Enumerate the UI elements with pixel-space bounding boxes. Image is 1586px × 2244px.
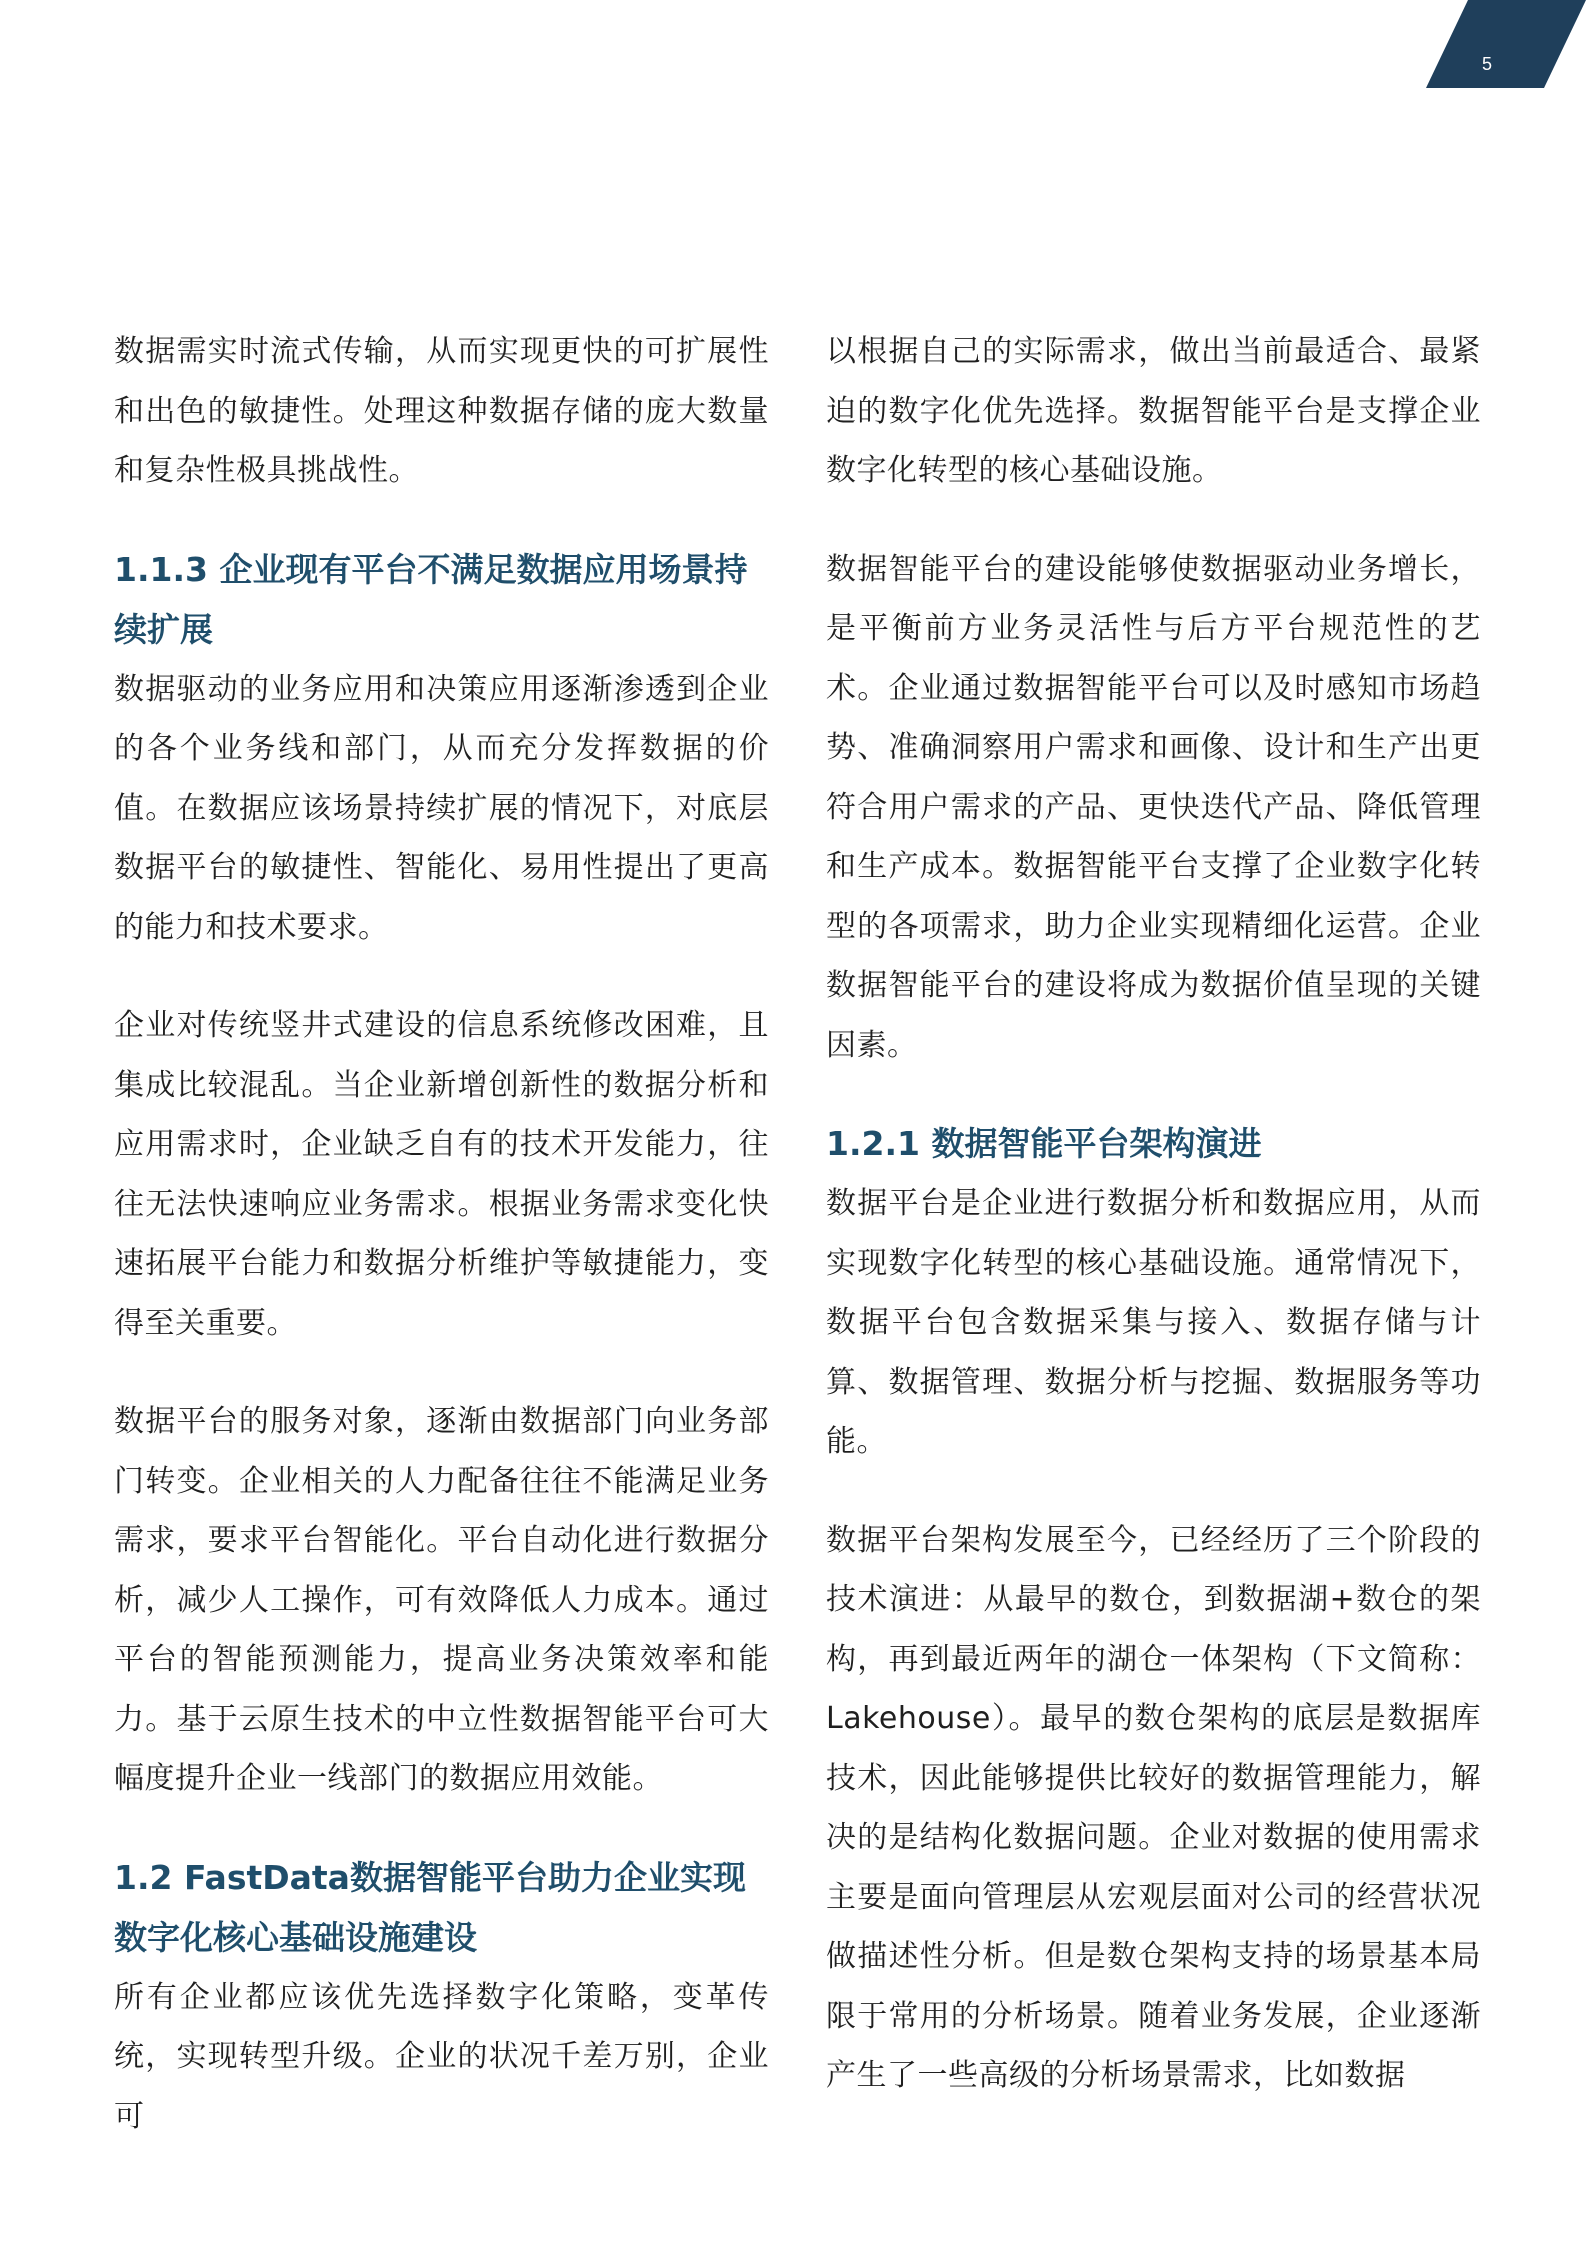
paragraph: 以根据自己的实际需求，做出当前最适合、最紧迫的数字化优先选择。数据智能平台是支撑企业数字化转型的核心基础设施。 bbox=[826, 334, 1481, 488]
paragraph: 数据需实时流式传输，从而实现更快的可扩展性和出色的敏捷性。处理这种数据存储的庞大数量和复杂性极具挑战性。 bbox=[114, 334, 769, 488]
right-column bbox=[826, 322, 1481, 2145]
paragraph: 数据驱动的业务应用和决策应用逐渐渗透到企业的各个业务线和部门，从而充分发挥数据的价值。在数据应该场景持续扩展的情况下，对底层数据平台的敏捷性、智能化、易用性提出了更高的能力和技术要求。 bbox=[114, 671, 769, 945]
left-column bbox=[114, 322, 769, 2185]
paragraph: 数据平台的服务对象，逐渐由数据部门向业务部门转变。企业相关的人力配备往往不能满足业务需求，要求平台智能化。平台自动化进行数据分析，减少人工操作，可有效降低人力成本。通过平台的智能预测能力，提高业务决策效率和能力。基于云原生技术的中立性数据智能平台可大幅度提升企业一线部门的数据应用效能。 bbox=[114, 1404, 769, 1796]
section-heading: 1.1.3 企业现有平台不满足数据应用场景持续扩展 bbox=[114, 549, 748, 649]
paragraph: 数据智能平台的建设能够使数据驱动业务增长，是平衡前方业务灵活性与后方平台规范性的艺术。企业通过数据智能平台可以及时感知市场趋势、准确洞察用户需求和画像、设计和生产出更符合用户需求的产品、更快迭代产品、降低管理和生产成本。数据智能平台支撑了企业数字化转型的各项需求，助力企业实现精细化运营。企业数据智能平台的建设将成为数据价值呈现的关键因素。 bbox=[826, 551, 1481, 1063]
section-heading: 1.2.1 数据智能平台架构演进 bbox=[826, 1124, 1262, 1163]
paragraph: 企业对传统竖井式建设的信息系统修改困难，且集成比较混乱。当企业新增创新性的数据分析和应用需求时，企业缺乏自有的技术开发能力，往往无法快速响应业务需求。根据业务需求变化快速拓展平台能力和数据分析维护等敏捷能力，变得至关重要。 bbox=[114, 1008, 769, 1341]
page-number: 5 bbox=[1482, 54, 1493, 74]
paragraph: 数据平台是企业进行数据分析和数据应用，从而实现数字化转型的核心基础设施。通常情况下，数据平台包含数据采集与接入、数据存储与计算、数据管理、数据分析与挖掘、数据服务等功能。 bbox=[826, 1186, 1481, 1459]
corner-parallelogram bbox=[1426, 0, 1586, 90]
section-heading: 1.2 FastData数据智能平台助力企业实现数字化核心基础设施建设 bbox=[114, 1857, 746, 1957]
page-corner-tab bbox=[1426, 0, 1586, 90]
paragraph: 数据平台架构发展至今，已经经历了三个阶段的技术演进：从最早的数仓，到数据湖+数仓的架构，再到最近两年的湖仓一体架构（下文简称：Lakehouse）。最早的数仓架构的底层是数据库技术，因此能够提供比较好的数据管理能力，解决的是结构化数据问题。企业对数据的使用需求主要是面向管理层从宏观层面对公司的经营状况做描述性分析。但是数仓架构支持的场景基本局限于常用的分析场景。随着业务发展，企业逐渐产生了一些高级的分析场景需求，比如数据 bbox=[826, 1522, 1481, 2093]
paragraph: 所有企业都应该优先选择数字化策略，变革传统，实现转型升级。企业的状况千差万别，企业可 bbox=[114, 1979, 769, 2134]
